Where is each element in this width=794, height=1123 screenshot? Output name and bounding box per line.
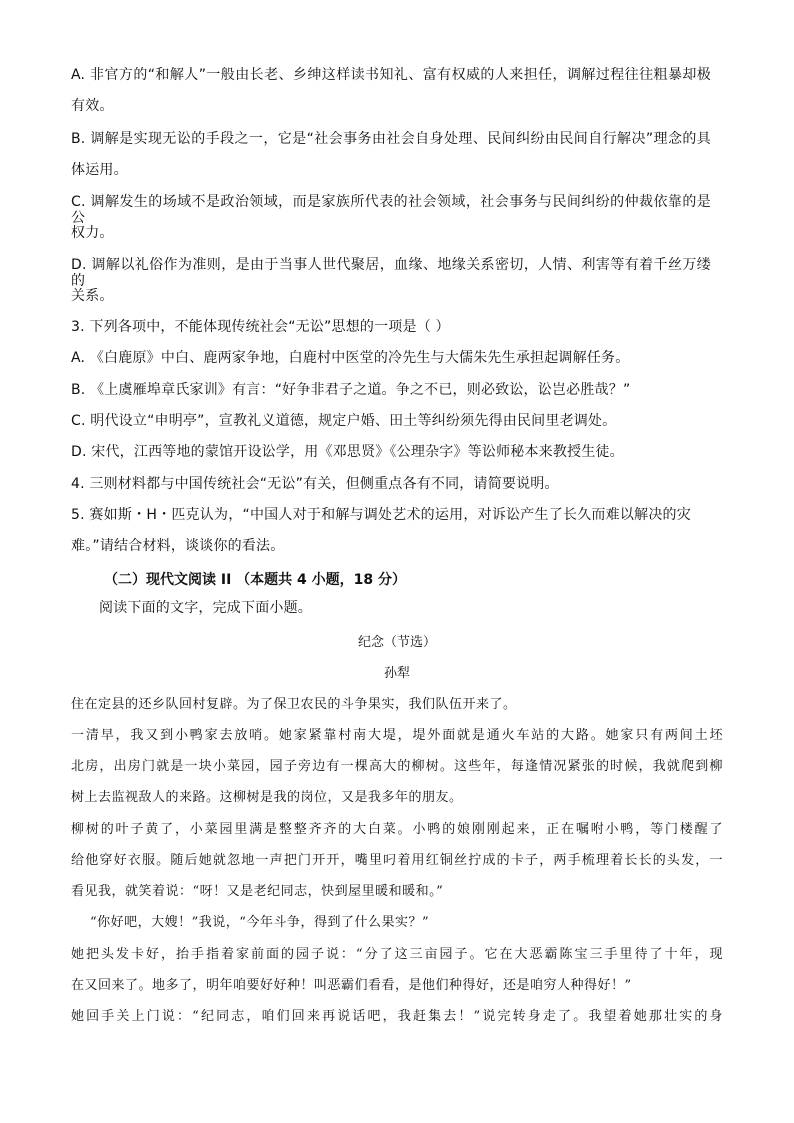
essay-paragraph-2-line1: 一清早，我又到小鸭家去放哨。她家紧靠村南大堤，堤外面就是通火车站的大路。她家只有两间土坯 [71,728,723,743]
q2-option-a-line1: A. 非官方的“和解人”一般由长老、乡绅这样读书知礼、富有权威的人来担任，调解过程往往粗暴却极 [71,67,711,83]
essay-paragraph-1: 住在定县的还乡队回村复辟。为了保卫农民的斗争果实，我们队伍开来了。 [71,697,517,712]
q3-option-c: C. 明代设立“申明亭”，宣教礼义道德，规定户婚、田土等纠纷须先得由民间里老调处。 [71,413,617,429]
essay-paragraph-3-line3: 看见我，就笑着说：“呀！又是老纪同志，快到屋里暖和暖和。” [71,884,444,899]
q3-stem: 3. 下列各项中，不能体现传统社会“无讼”思想的一项是（ ） [71,319,450,335]
essay-paragraph-5-line1: 她把头发卡好，抬手指着家前面的园子说：“分了这三亩园子。它在大恶霸陈宝三手里待了十年，现 [71,947,723,962]
q2-option-b-line2: 体运用。 [71,162,128,178]
essay-paragraph-5-line2: 在又回来了。地多了，明年咱要好好种！叫恶霸们看看，是他们种得好，还是咱穷人种得好！” [71,978,632,993]
essay-paragraph-6: 她回手关上门说：“纪同志，咱们回来再说话吧，我赶集去！”说完转身走了。我望着她那壮实的身 [71,1009,723,1024]
essay-paragraph-3-line2: 给他穿好衣服。随后她就忽地一声把门开开，嘴里叼着用红铜丝拧成的卡子，两手梳理着长长的头发，一 [71,853,723,868]
q5-line1: 5. 赛如斯・H・匹克认为，“中国人对于和解与调处艺术的运用，对诉讼产生了长久而难以解决的灾 [71,507,691,523]
q3-option-a: A. 《白鹿原》中白、鹿两家争地，白鹿村中医堂的冷先生与大儒朱先生承担起调解任务。 [71,350,630,366]
q2-option-d-line2: 关系。 [71,288,114,304]
section-heading: （二）现代文阅读 II （本题共 4 小题，18 分） [104,572,407,588]
q3-option-d: D. 宋代，江西等地的蒙馆开设讼学，用《邓思贤》《公理杂字》等讼师秘本来教授生徒。 [71,444,624,460]
essay-paragraph-2-line3: 树上去监视敌人的来路。这柳树是我的岗位，又是我多年的朋友。 [71,790,463,805]
essay-paragraph-3-line1: 柳树的叶子黄了，小菜园里满是整整齐齐的大白菜。小鸭的娘刚刚起来，正在嘱咐小鸭，等门楼醒了 [71,822,723,837]
essay-title: 纪念（节选） [357,635,436,650]
section-instruction: 阅读下面的文字，完成下面小题。 [99,600,312,616]
q2-option-b-line1: B. 调解是实现无讼的手段之一，它是“社会事务由社会自身处理、民间纠纷由民间自行解决”理念的具 [71,131,711,147]
q4-stem: 4. 三则材料都与中国传统社会“无讼”有关，但侧重点各有不同，请简要说明。 [71,476,559,492]
q2-option-a-line2: 有效。 [71,98,114,114]
q2-option-d-line1: D. 调解以礼俗作为准则，是由于当事人世代聚居，血缘、地缘关系密切，人情、利害等有着千丝万缕的 [71,257,711,289]
q2-option-c-line2: 权力。 [71,225,114,241]
q3-option-b: B. 《上虞雁埠章氏家训》有言：“好争非君子之道。争之不已，则必致讼，讼岂必胜哉？” [71,382,631,398]
essay-author: 孙犁 [383,666,410,681]
essay-paragraph-2-line2: 北房，出房门就是一块小菜园，园子旁边有一棵高大的柳树。这些年，每逢情况紧张的时候，我就爬到柳 [71,759,723,774]
essay-paragraph-4: “你好吧，大嫂！”我说，“今年斗争，得到了什么果实？” [90,915,430,930]
q2-option-c-line1: C. 调解发生的场域不是政治领域，而是家族所代表的社会领域，社会事务与民间纠纷的仲裁依靠的是公 [71,194,711,226]
q5-line2: 难。”请结合材料，谈谈你的看法。 [71,538,285,554]
